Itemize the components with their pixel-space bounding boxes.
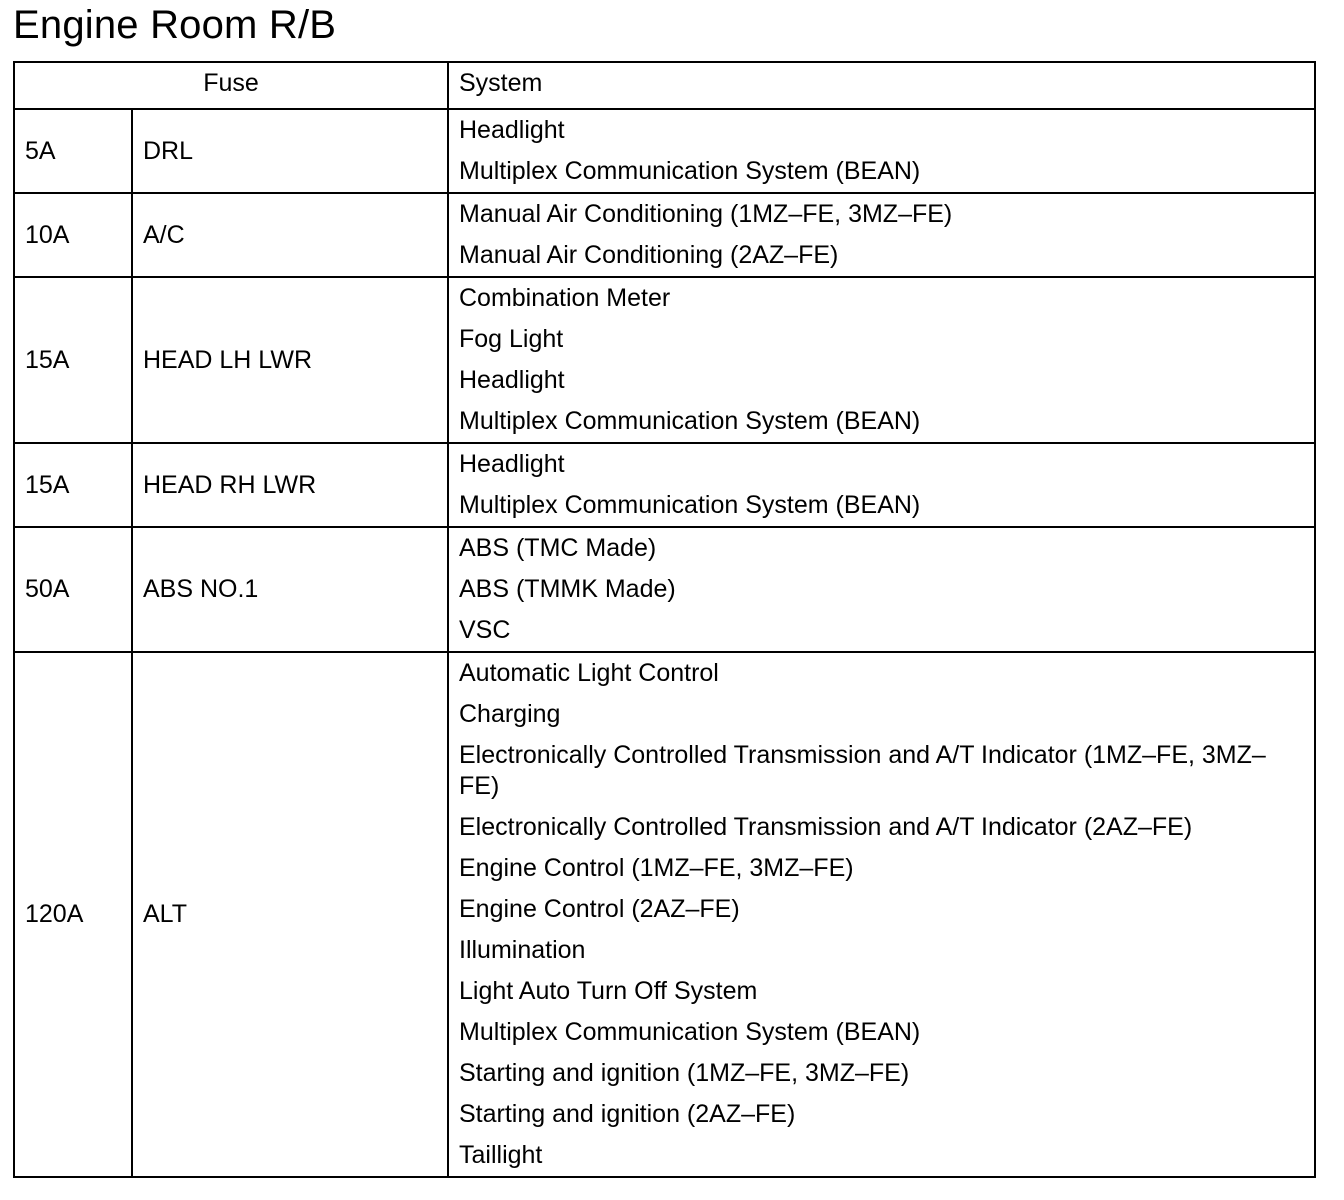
system-list — [448, 443, 1315, 527]
system-item: Multiplex Communication System (BEAN) — [459, 407, 921, 435]
system-list — [448, 277, 1315, 443]
system-item: Combination Meter — [459, 284, 671, 312]
fuse-amperage: 10A — [14, 193, 132, 277]
system-list — [448, 109, 1315, 193]
table-header — [14, 62, 1315, 109]
system-item: Headlight — [459, 116, 565, 144]
system-item: Multiplex Communication System (BEAN) — [459, 157, 921, 185]
table-row — [14, 109, 1315, 193]
system-item: ABS (TMC Made) — [459, 534, 657, 562]
system-item: Charging — [459, 700, 561, 728]
table-row — [14, 652, 1315, 1177]
system-item: Electronically Controlled Transmission and A/T Indicator (2AZ–FE) — [459, 813, 1193, 841]
fuse-amperage: 15A — [14, 277, 132, 443]
system-item: Headlight — [459, 366, 565, 394]
system-item: Manual Air Conditioning (2AZ–FE) — [459, 241, 839, 269]
fuse-name: DRL — [132, 109, 448, 193]
system-item: Light Auto Turn Off System — [459, 977, 758, 1005]
page-title: Engine Room R/B — [13, 3, 337, 47]
system-item: Manual Air Conditioning (1MZ–FE, 3MZ–FE) — [459, 200, 953, 228]
system-item: Engine Control (1MZ–FE, 3MZ–FE) — [459, 854, 854, 882]
table-row — [14, 193, 1315, 277]
system-item: Automatic Light Control — [459, 659, 719, 687]
system-item: Headlight — [459, 450, 565, 478]
fuse-table — [13, 61, 1316, 1178]
system-item: Taillight — [459, 1141, 543, 1169]
fuse-amperage: 15A — [14, 443, 132, 527]
system-column-header: System — [448, 62, 1315, 109]
fuse-name: ALT — [132, 652, 448, 1177]
fuse-amperage: 5A — [14, 109, 132, 193]
table-row — [14, 277, 1315, 443]
fuse-amperage: 120A — [14, 652, 132, 1177]
fuse-name: HEAD LH LWR — [132, 277, 448, 443]
system-item: Fog Light — [459, 325, 564, 353]
system-item: Starting and ignition (2AZ–FE) — [459, 1100, 796, 1128]
system-item: VSC — [459, 616, 511, 644]
fuse-name: ABS NO.1 — [132, 527, 448, 652]
system-list — [448, 527, 1315, 652]
fuse-name: A/C — [132, 193, 448, 277]
header-row — [14, 62, 1315, 109]
system-item: Multiplex Communication System (BEAN) — [459, 491, 921, 519]
system-item: Starting and ignition (1MZ–FE, 3MZ–FE) — [459, 1059, 910, 1087]
table-row — [14, 527, 1315, 652]
system-item: Illumination — [459, 936, 586, 964]
system-item: Multiplex Communication System (BEAN) — [459, 1018, 921, 1046]
system-item: Engine Control (2AZ–FE) — [459, 895, 740, 923]
fuse-amperage: 50A — [14, 527, 132, 652]
system-list — [448, 652, 1315, 1177]
fuse-name: HEAD RH LWR — [132, 443, 448, 527]
table-row — [14, 443, 1315, 527]
system-item: ABS (TMMK Made) — [459, 575, 676, 603]
system-item: Electronically Controlled Transmission and A/T Indicator (1MZ–FE, 3MZ–FE) — [459, 741, 1266, 800]
system-list — [448, 193, 1315, 277]
fuse-column-header: Fuse — [14, 62, 448, 109]
table-body — [14, 109, 1315, 1177]
